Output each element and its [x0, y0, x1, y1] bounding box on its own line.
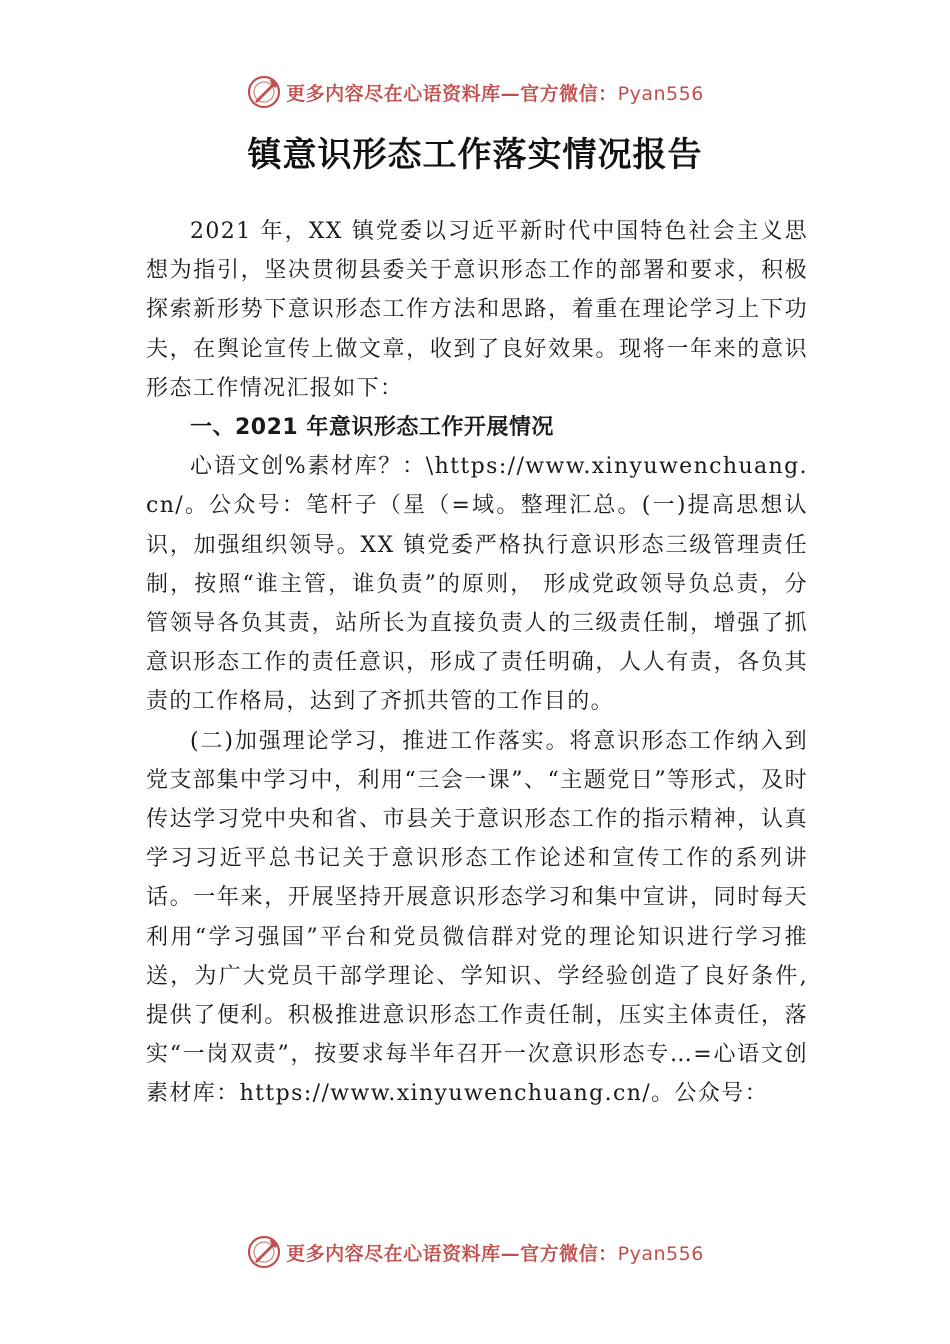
paragraph-organization: 心语文创%素材库？：\https://www.xinyuwenchuang.cn/。公众号：笔杆子（星（=域。整理汇总。(一)提高思想认识，加强组织领导。XX 镇党委严格执行意识形态三级管理责任制，按照“谁主管，谁负责”的原则， 形成党政领导负总责，分管领导各负其责，站所长为直接负责人的三级责任制，增强了抓意识形态工作的责任意识，形成了责任明确，人人有责，各负其责的工作格局，达到了齐抓共管的工作目的。	[146, 454, 808, 715]
quill-seal-icon	[246, 74, 282, 110]
section-heading: 一、2021 年意识形态工作开展情况	[190, 415, 554, 441]
top-watermark-banner	[0, 70, 950, 114]
document-body	[146, 212, 808, 1114]
watermark-text: 更多内容尽在心语资料库—官方微信：Pyan556	[286, 82, 704, 105]
document-title: 镇意识形态工作落实情况报告	[247, 135, 703, 175]
paragraph-theory-study: (二)加强理论学习，推进工作落实。将意识形态工作纳入到党支部集中学习中，利用“三会一课”、“主题党日”等形式，及时传达学习党中央和省、市县关于意识形态工作的指示精神，认真学习习近平总书记关于意识形态工作论述和宣传工作的系列讲话。一年来，开展坚持开展意识形态学习和集中宣讲，同时每天利用“学习强国”平台和党员微信群对党的理论知识进行学习推送，为广大党员干部学理论、学知识、学经验创造了良好条件,提供了便利。积极推进意识形态工作责任制，压实主体责任，落实“一岗双责”，按要求每半年召开一次意识形态专…=心语文创素材库：https://www.xinyuwenchuang.cn/。公众号：	[146, 728, 808, 1107]
watermark-text: 更多内容尽在心语资料库—官方微信：Pyan556	[286, 1242, 704, 1265]
quill-seal-icon	[246, 1234, 282, 1270]
bottom-watermark-banner	[0, 1230, 950, 1274]
intro-paragraph: 2021 年，XX 镇党委以习近平新时代中国特色社会主义思想为指引，坚决贯彻县委关于意识形态工作的部署和要求，积极探索新形势下意识形态工作方法和思路，着重在理论学习上下功夫，在舆论宣传上做文章，收到了良好效果。现将一年来的意识形态工作情况汇报如下：	[146, 219, 808, 401]
